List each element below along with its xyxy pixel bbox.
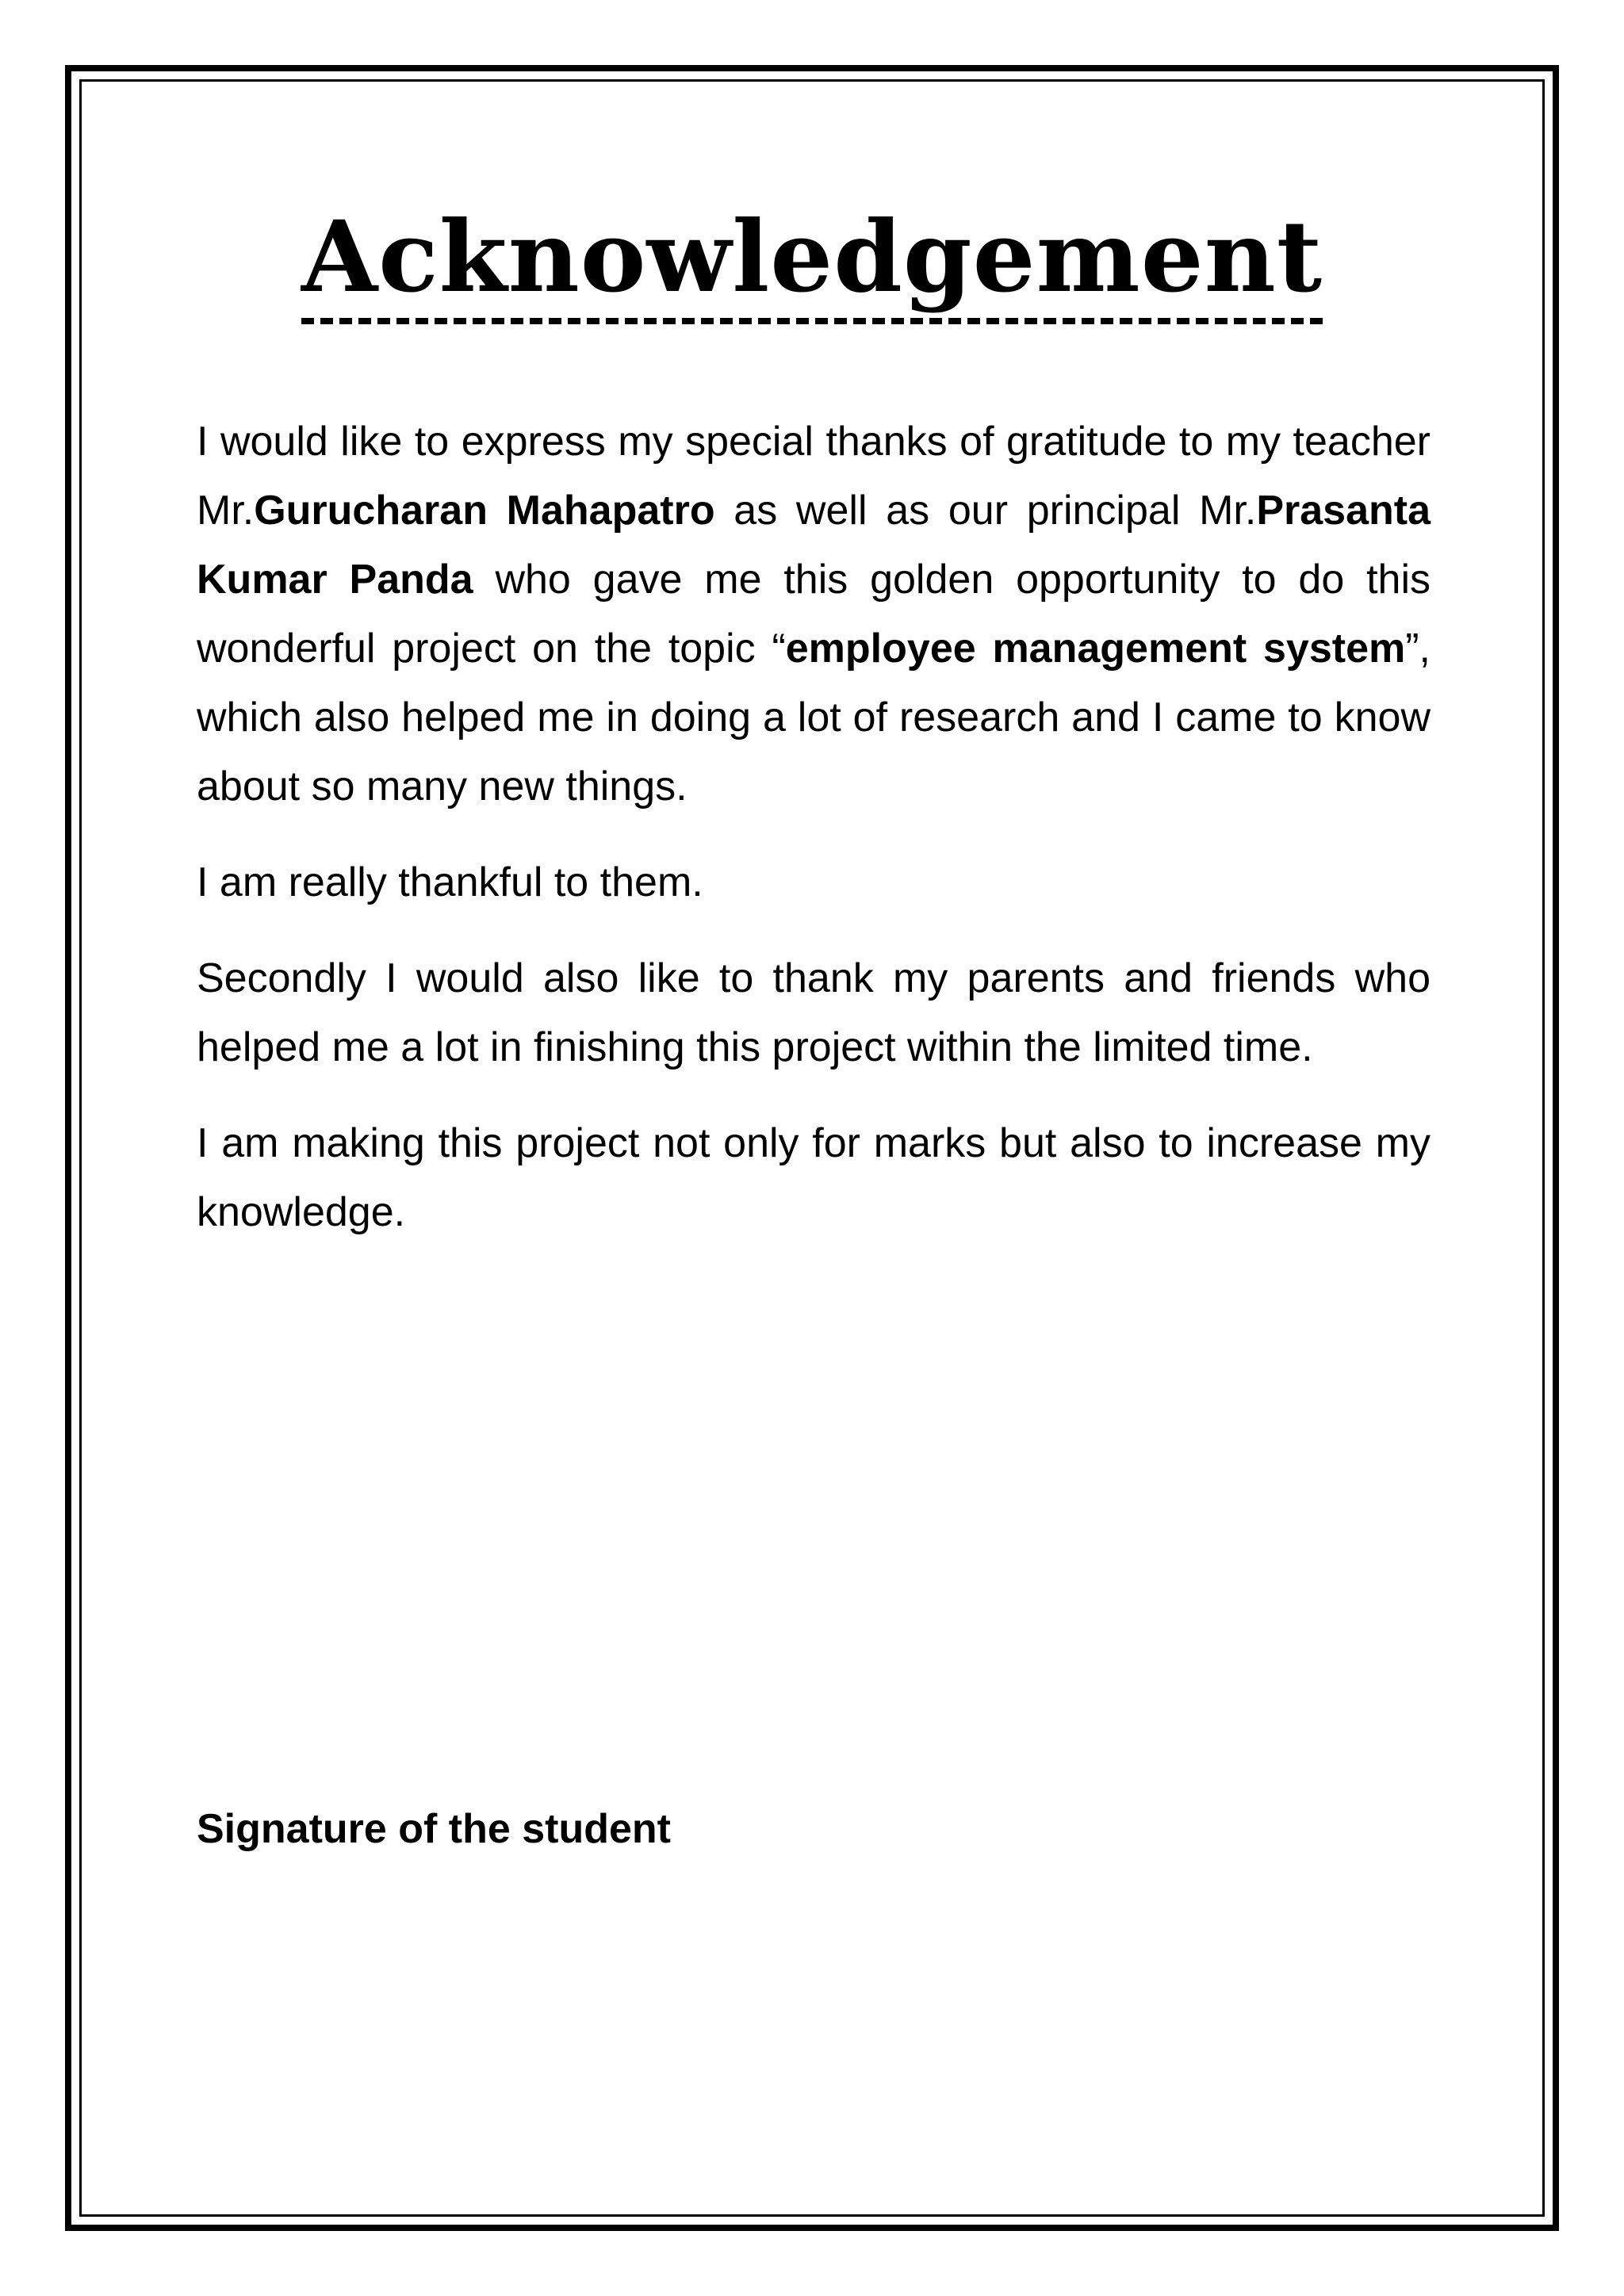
paragraph-gratitude <box>197 408 1431 821</box>
paragraph-thankful: I am really thankful to them. <box>197 859 703 905</box>
teacher-name: Gurucharan Mahapatro <box>254 488 715 534</box>
signature-label: Signature of the student <box>197 1806 671 1852</box>
paragraph-text: I would like to express my special thanks of gratitude to my teacher <box>197 419 1431 465</box>
honorific: Mr. <box>197 488 255 534</box>
paragraph-text: as well as our principal <box>714 488 1200 534</box>
paragraph-text: ”, which also helped me in doing a lot of research and I came to know about so many new things. <box>197 626 1431 809</box>
paragraph-parents-friends: Secondly I would also like to thank my parents and friends who helped me a lot in finishing this project within the limited time. <box>197 955 1431 1070</box>
page-title-text: Acknowledgement <box>301 202 1323 324</box>
page-title <box>0 202 1624 324</box>
principal-name: Prasanta Kumar Panda <box>197 488 1431 603</box>
paragraph-text: who gave me this golden opportunity to do this wonderful project on the topic “ <box>197 557 1431 672</box>
honorific: Mr. <box>1199 488 1257 534</box>
project-topic: employee management system <box>785 626 1406 672</box>
paragraph-knowledge: I am making this project not only for marks but also to increase my knowledge. <box>197 1120 1431 1235</box>
acknowledgement-body <box>197 408 1431 1274</box>
